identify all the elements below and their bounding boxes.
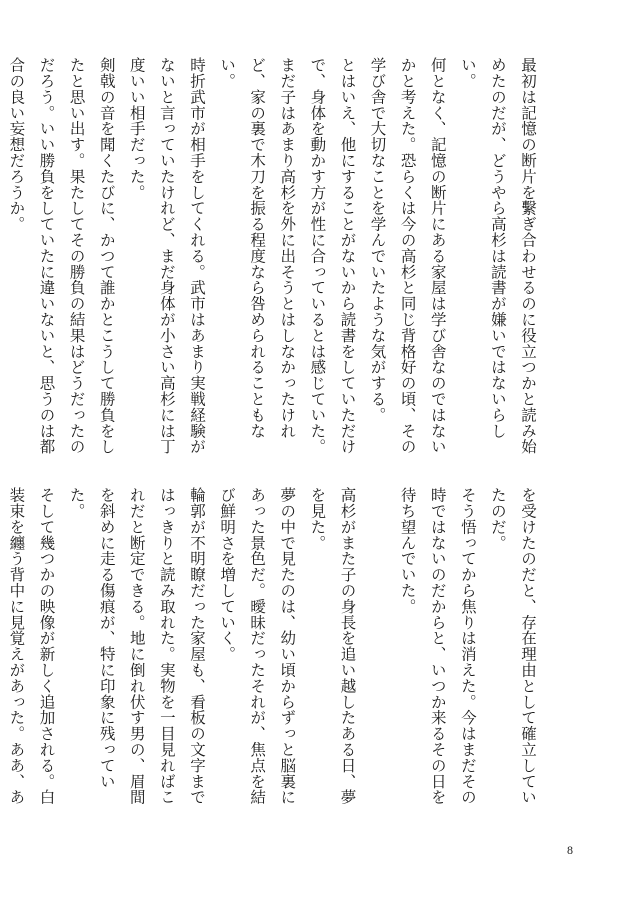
upper-text-block [7,57,543,457]
paragraph: 時折武市が相手をしてくれる。武市はあまり実戦経験がないと言っていたけれど、まだ身体が小さい高杉には丁度いい相手だった。 [127,57,206,455]
paragraph [0,57,1,457]
paragraph: 輪郭が不明瞭だった家屋も、看板の文字まではっきりと読み取れた。実物を一目見ればこれだと断定できる。地に倒れ伏す男の、眉間を斜めに走る傷痕が、特に印象に残っていた。 [67,487,206,805]
blank-line [362,487,392,807]
paragraph: そう悟ってから焦りは消えた。今はまだその時ではないのだからと、いつか来るその日を待ち望んでいた。 [398,487,477,805]
paragraph: とはいえ、他にすることがないから読書をしていただけで、身体を動かす方が性に合っているとは感じていた。まだ子はあまり高杉を外に出そうとはしなかったけれど、家の裏で木刀を振る程度なら咎められることもない。 [218,57,357,455]
lower-text-block [7,487,543,807]
paragraph: 夢の中で見たのは、幼い頃からずっと脳裏にあった景色だ。曖昧だったそれが、焦点を結び鮮明さを増していく。 [218,487,297,805]
paragraph: 最初は記憶の断片を繫ぎ合わせるのに役立つかと読み始めたのだが、どうやら高杉は読書が嫌いではないらしい。 [458,57,537,455]
paragraph: 高杉がまた子の身長を追い越したある日、夢を見た。 [308,487,357,805]
paragraph: そして幾つかの映像が新しく追加される。白装束を纏う背中に見覚えがあった。ああ、あ [7,487,56,805]
paragraph: 何となく、記憶の断片にある家屋は学び舎なのではないかと考えた。恐らくは今の高杉と同じ背格好の頃、その学び舎で大切なことを学んでいたような気がする。 [368,57,447,455]
paragraph: を受けたのだと、存在理由として確立していたのだ。 [488,487,537,805]
paragraph: 剣戟の音を聞くたびに、かつて誰かとこうして勝負をしたと思い出す。果たしてその勝負の結果はどうだったのだろう。いい勝負をしていたに違いないと、思うのは都合の良い妄想だろうか。 [7,57,116,455]
page-number: 8 [567,843,573,857]
